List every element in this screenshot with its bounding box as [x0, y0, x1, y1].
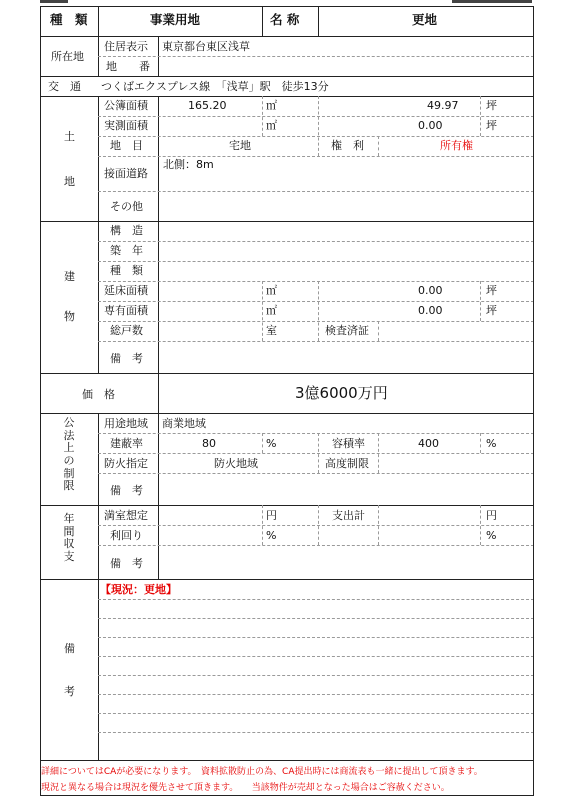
floor-tsubo-value: 0.00: [418, 284, 443, 297]
income-char: 年: [63, 512, 75, 525]
measured-tsubo-unit: 坪: [486, 119, 497, 132]
footer-notice-2: 現況と異なる場合は現況を優先させて頂きます。 当該物件が売却となった場合はご容赦ください。: [41, 783, 450, 793]
inspection-label: 検査済証: [325, 324, 369, 337]
fire-zone-value: 防火地域: [214, 457, 258, 470]
price-label: 価 格: [82, 388, 115, 401]
address-label: 住居表示: [104, 40, 148, 53]
exclusive-area-unit: ㎡: [266, 304, 277, 317]
type-label: 種 類: [50, 12, 88, 27]
rights-label: 権 利: [331, 139, 364, 152]
legal-char: 限: [63, 479, 75, 493]
location-label: 所在地: [51, 50, 84, 63]
income-remarks-label: 備 考: [110, 557, 143, 570]
address-value: 東京都台東区浅草: [162, 40, 250, 53]
registered-tsubo-unit: 坪: [486, 99, 497, 112]
legal-char: 法: [63, 428, 75, 442]
top-cut-right: [452, 0, 532, 3]
exclusive-tsubo-unit: 坪: [486, 304, 497, 317]
far-value: 400: [418, 437, 439, 450]
yield-unit-2: %: [486, 529, 497, 542]
measured-area-label: 実測面積: [104, 119, 148, 132]
far-label: 容積率: [332, 437, 365, 450]
income-char: 収: [63, 537, 75, 551]
legal-char: 上: [63, 441, 75, 455]
full-occupancy-label: 満室想定: [104, 509, 148, 522]
notes-section-label-1: 備: [64, 642, 75, 655]
building-remarks-label: 備 考: [110, 352, 143, 365]
expense-total-unit: 円: [486, 509, 497, 522]
far-unit: %: [486, 437, 497, 450]
building-section-label-1: 建: [64, 270, 75, 283]
income-char: 間: [63, 524, 75, 538]
yield-label: 利回り: [110, 529, 143, 542]
registered-area-unit: ㎡: [266, 99, 277, 112]
transport-label: 交 通: [48, 80, 81, 93]
income-char: 支: [63, 549, 75, 563]
legal-section-label: [62, 417, 76, 493]
legal-char: 制: [63, 466, 75, 480]
land-section-label-1: 土: [64, 130, 75, 143]
built-year-label: 築 年: [110, 244, 143, 257]
expense-total-label: 支出計: [332, 509, 365, 522]
coverage-value: 80: [202, 437, 216, 450]
land-category-label: 地 目: [110, 139, 143, 152]
floor-area-label: 延床面積: [104, 284, 148, 297]
exclusive-area-label: 専有面積: [104, 304, 148, 317]
legal-char: 公: [63, 416, 75, 429]
registered-area-label: 公簿面積: [104, 99, 148, 112]
coverage-unit: %: [266, 437, 277, 450]
building-kind-label: 種 類: [110, 264, 143, 277]
height-limit-label: 高度制限: [325, 457, 369, 470]
footer-notice-1: 詳細についてはCAが必要になります。 資料拡散防止の為、CA提出時には商流表も一緒に提出して頂きます。: [41, 767, 483, 777]
floor-tsubo-unit: 坪: [486, 284, 497, 297]
measured-tsubo-value: 0.00: [418, 119, 443, 132]
name-value: 更地: [412, 12, 438, 27]
land-section-label-2: 地: [64, 175, 75, 188]
exclusive-tsubo-value: 0.00: [418, 304, 443, 317]
name-label: 名 称: [270, 12, 300, 27]
building-section-label-2: 物: [64, 310, 75, 323]
total-units-unit: 室: [266, 324, 277, 337]
top-cut-left: [40, 0, 68, 3]
land-category-value: 宅地: [229, 139, 251, 152]
registered-area-value: 165.20: [188, 99, 227, 112]
measured-area-unit: ㎡: [266, 119, 277, 132]
legal-char: の: [63, 453, 75, 467]
floor-area-unit: ㎡: [266, 284, 277, 297]
income-section-label: [62, 513, 76, 564]
fire-zone-label: 防火指定: [104, 457, 148, 470]
land-other-label: その他: [110, 200, 143, 213]
legal-remarks-label: 備 考: [110, 484, 143, 497]
current-status-note: 【現況：更地】: [100, 583, 177, 596]
notes-section-label-2: 考: [64, 685, 75, 698]
registered-tsubo-value: 49.97: [427, 99, 459, 112]
coverage-label: 建蔽率: [110, 437, 143, 450]
zoning-value: 商業地域: [162, 417, 206, 430]
price-value: 3億6000万円: [295, 384, 388, 402]
structure-label: 構 造: [110, 224, 143, 237]
yield-unit: %: [266, 529, 277, 542]
lot-label: 地 番: [106, 60, 150, 73]
transport-value: つくばエクスプレス線 「浅草」駅 徒歩13分: [101, 80, 329, 93]
total-units-label: 総戸数: [110, 324, 143, 337]
zoning-label: 用途地域: [104, 417, 148, 430]
road-value: 北側：8m: [163, 158, 214, 171]
rights-value: 所有権: [440, 139, 473, 152]
full-occupancy-unit: 円: [266, 509, 277, 522]
type-value: 事業用地: [150, 12, 201, 27]
road-label: 接面道路: [104, 167, 148, 180]
